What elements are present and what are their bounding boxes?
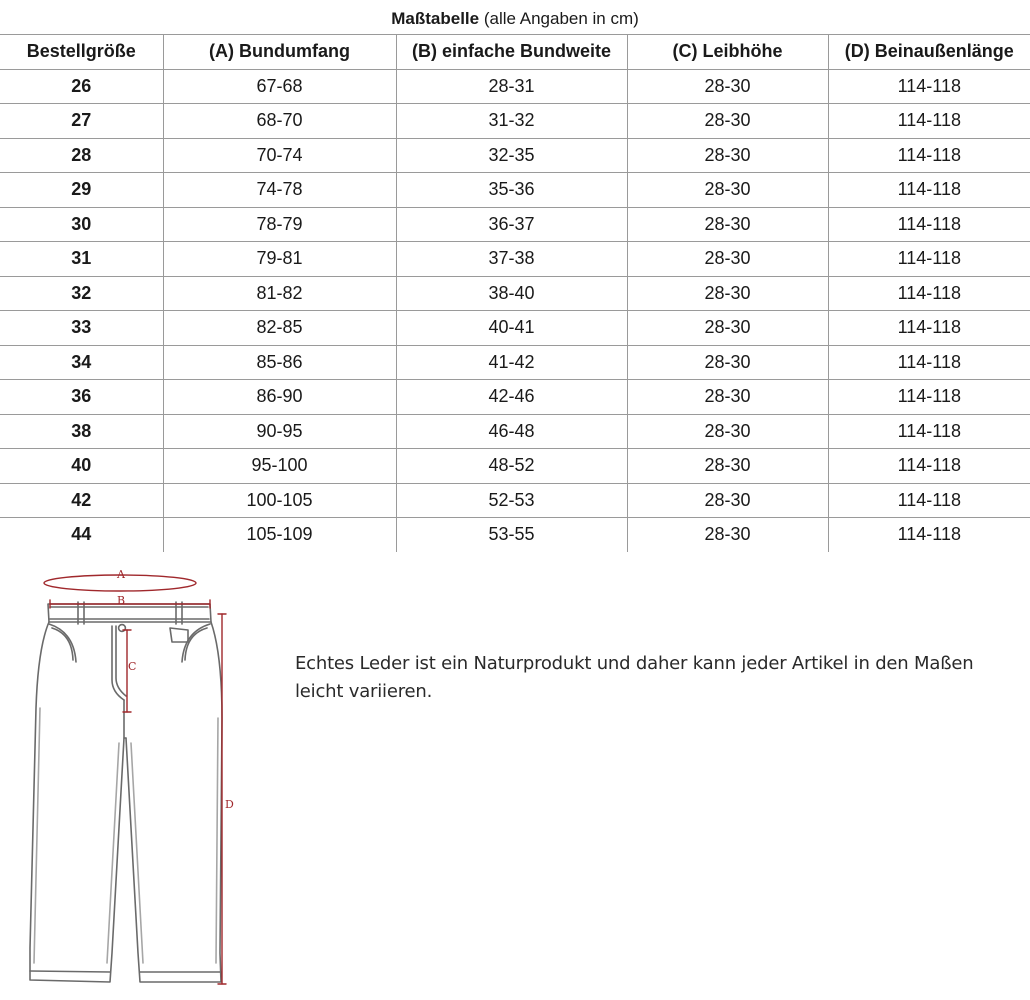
table-subtitle: (alle Angaben in cm) <box>479 9 639 28</box>
note-line-2: leicht variieren. <box>295 681 433 702</box>
cell-rise: 28-30 <box>627 173 828 208</box>
cell-outseam: 114-118 <box>828 483 1030 518</box>
cell-waist-circumference: 100-105 <box>163 483 396 518</box>
cell-rise: 28-30 <box>627 242 828 277</box>
header-outseam: (D) Beinaußenlänge <box>828 35 1030 70</box>
cell-outseam: 114-118 <box>828 104 1030 139</box>
cell-single-waist-width: 41-42 <box>396 345 627 380</box>
table-row <box>0 69 1030 104</box>
cell-single-waist-width: 46-48 <box>396 414 627 449</box>
header-single-waist-width: (B) einfache Bundweite <box>396 35 627 70</box>
cell-rise: 28-30 <box>627 345 828 380</box>
size-table <box>0 4 1030 552</box>
cell-order-size: 40 <box>0 449 163 484</box>
cell-single-waist-width: 32-35 <box>396 138 627 173</box>
cell-outseam: 114-118 <box>828 518 1030 552</box>
cell-rise: 28-30 <box>627 104 828 139</box>
table-row <box>0 138 1030 173</box>
cell-single-waist-width: 40-41 <box>396 311 627 346</box>
cell-order-size: 38 <box>0 414 163 449</box>
cell-waist-circumference: 90-95 <box>163 414 396 449</box>
pants-measurement-diagram <box>0 558 260 994</box>
table-caption <box>0 4 1030 35</box>
cell-rise: 28-30 <box>627 138 828 173</box>
cell-outseam: 114-118 <box>828 173 1030 208</box>
cell-single-waist-width: 53-55 <box>396 518 627 552</box>
cell-waist-circumference: 67-68 <box>163 69 396 104</box>
cell-single-waist-width: 36-37 <box>396 207 627 242</box>
cell-outseam: 114-118 <box>828 414 1030 449</box>
cell-single-waist-width: 48-52 <box>396 449 627 484</box>
label-a: A <box>117 568 125 581</box>
cell-order-size: 32 <box>0 276 163 311</box>
cell-single-waist-width: 37-38 <box>396 242 627 277</box>
cell-waist-circumference: 81-82 <box>163 276 396 311</box>
cell-single-waist-width: 38-40 <box>396 276 627 311</box>
cell-order-size: 34 <box>0 345 163 380</box>
pants-outline <box>30 602 222 982</box>
cell-order-size: 36 <box>0 380 163 415</box>
cell-order-size: 44 <box>0 518 163 552</box>
header-waist-circumference: (A) Bundumfang <box>163 35 396 70</box>
leather-variation-note <box>295 650 995 706</box>
cell-waist-circumference: 85-86 <box>163 345 396 380</box>
cell-outseam: 114-118 <box>828 311 1030 346</box>
table-row <box>0 414 1030 449</box>
cell-waist-circumference: 70-74 <box>163 138 396 173</box>
cell-order-size: 26 <box>0 69 163 104</box>
cell-single-waist-width: 31-32 <box>396 104 627 139</box>
header-rise: (C) Leibhöhe <box>627 35 828 70</box>
cell-waist-circumference: 86-90 <box>163 380 396 415</box>
table-body <box>0 69 1030 552</box>
cell-rise: 28-30 <box>627 483 828 518</box>
table-row <box>0 483 1030 518</box>
header-order-size: Bestellgröße <box>0 35 163 70</box>
cell-waist-circumference: 82-85 <box>163 311 396 346</box>
cell-waist-circumference: 78-79 <box>163 207 396 242</box>
cell-rise: 28-30 <box>627 207 828 242</box>
cell-rise: 28-30 <box>627 414 828 449</box>
table-row <box>0 207 1030 242</box>
cell-waist-circumference: 74-78 <box>163 173 396 208</box>
cell-order-size: 30 <box>0 207 163 242</box>
cell-rise: 28-30 <box>627 518 828 552</box>
cell-single-waist-width: 28-31 <box>396 69 627 104</box>
cell-order-size: 28 <box>0 138 163 173</box>
cell-order-size: 42 <box>0 483 163 518</box>
cell-outseam: 114-118 <box>828 69 1030 104</box>
table-row <box>0 276 1030 311</box>
cell-outseam: 114-118 <box>828 242 1030 277</box>
cell-waist-circumference: 79-81 <box>163 242 396 277</box>
cell-rise: 28-30 <box>627 276 828 311</box>
cell-waist-circumference: 105-109 <box>163 518 396 552</box>
cell-order-size: 29 <box>0 173 163 208</box>
cell-waist-circumference: 68-70 <box>163 104 396 139</box>
cell-order-size: 31 <box>0 242 163 277</box>
cell-single-waist-width: 35-36 <box>396 173 627 208</box>
cell-rise: 28-30 <box>627 449 828 484</box>
measurement-lines <box>44 575 226 984</box>
cell-order-size: 33 <box>0 311 163 346</box>
cell-outseam: 114-118 <box>828 276 1030 311</box>
label-c: C <box>128 660 137 673</box>
table-row <box>0 345 1030 380</box>
table-row <box>0 173 1030 208</box>
note-line-1: Echtes Leder ist ein Naturprodukt und daher kann jeder Artikel in den Maßen <box>295 653 974 674</box>
cell-rise: 28-30 <box>627 311 828 346</box>
cell-rise: 28-30 <box>627 380 828 415</box>
table-row <box>0 380 1030 415</box>
label-d: D <box>225 798 234 811</box>
table-title: Maßtabelle <box>391 9 480 28</box>
cell-rise: 28-30 <box>627 69 828 104</box>
table-row <box>0 449 1030 484</box>
table-row <box>0 518 1030 552</box>
table-caption-row <box>0 4 1030 35</box>
table-row <box>0 311 1030 346</box>
cell-outseam: 114-118 <box>828 207 1030 242</box>
cell-outseam: 114-118 <box>828 380 1030 415</box>
cell-waist-circumference: 95-100 <box>163 449 396 484</box>
table-row <box>0 104 1030 139</box>
cell-order-size: 27 <box>0 104 163 139</box>
cell-outseam: 114-118 <box>828 449 1030 484</box>
cell-outseam: 114-118 <box>828 345 1030 380</box>
table-row <box>0 242 1030 277</box>
cell-outseam: 114-118 <box>828 138 1030 173</box>
cell-single-waist-width: 42-46 <box>396 380 627 415</box>
cell-single-waist-width: 52-53 <box>396 483 627 518</box>
table-header-row <box>0 35 1030 70</box>
label-b: B <box>117 594 126 607</box>
